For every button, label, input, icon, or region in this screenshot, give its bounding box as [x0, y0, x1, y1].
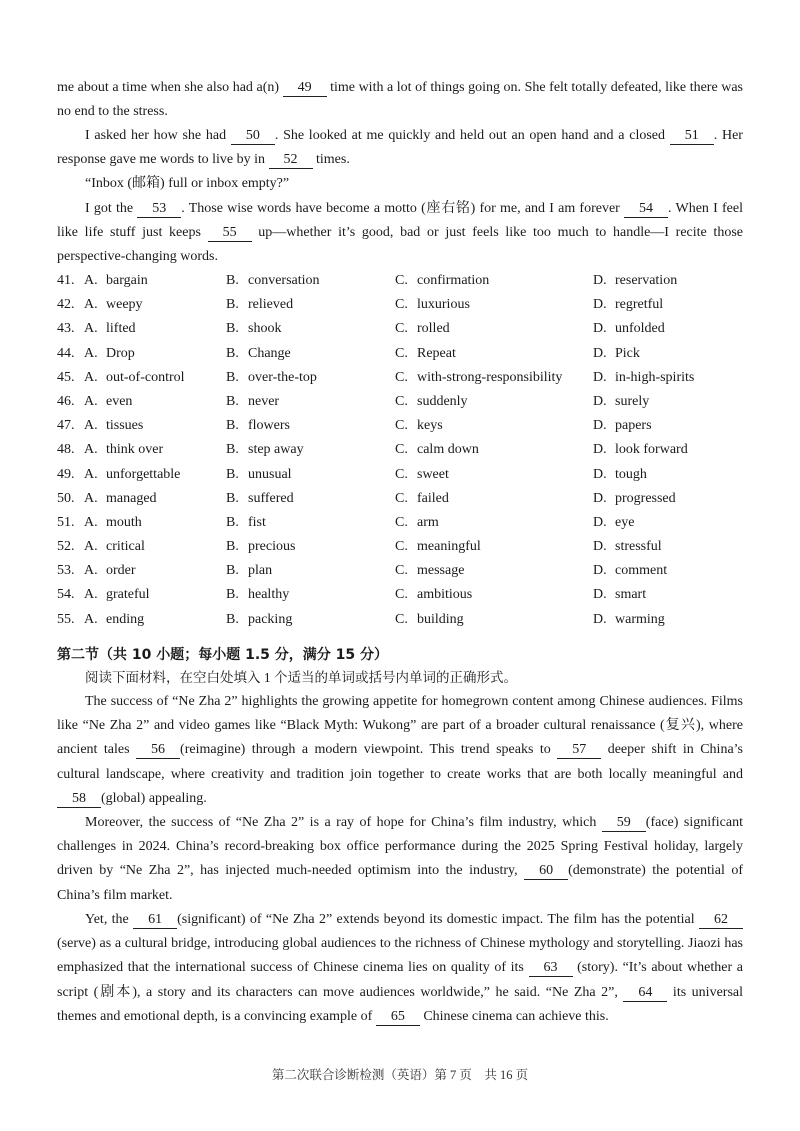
option-c	[395, 511, 439, 535]
option-text: mouth	[106, 514, 142, 530]
option-b	[226, 293, 293, 317]
option-letter: A.	[84, 273, 98, 288]
option-text: shook	[248, 321, 282, 337]
option-a	[84, 317, 136, 341]
option-text: grateful	[106, 587, 150, 603]
option-letter: A.	[84, 418, 98, 434]
option-text: plan	[248, 563, 273, 579]
option-letter: B.	[226, 587, 239, 603]
passage-paragraph: Moreover, the success of “Ne Zha 2” is a ray of hope for China’s film industry, which 59 (face) significant challenges in 2024. China’s record-breaking box office performance during the 2025 Spring Festival holiday, largely driven by “Ne Zha 2”, has injected much-needed optimism into the industry, 60 (demonstrate) the potential of China’s film market.	[57, 815, 743, 903]
option-text: Pick	[615, 345, 640, 361]
blank-60: 60	[524, 863, 568, 880]
option-text: Drop	[106, 345, 135, 361]
option-a	[84, 463, 180, 487]
blank-61: 61	[133, 912, 177, 929]
option-letter: A.	[84, 514, 98, 530]
option-text: ambitious	[417, 587, 473, 603]
option-a	[84, 293, 143, 317]
question-option-row	[57, 317, 757, 341]
option-text: Change	[248, 345, 291, 361]
question-option-row	[57, 293, 757, 317]
blank-54: 54	[624, 201, 668, 218]
option-b	[226, 342, 291, 366]
option-b	[226, 414, 290, 438]
option-a	[84, 438, 163, 462]
question-option-row	[57, 511, 757, 535]
option-text: message	[417, 563, 465, 579]
option-text: regretful	[615, 297, 664, 313]
option-letter: B.	[226, 418, 239, 434]
passage-paragraph: I asked her how she had 50 . She looked at me quickly and held out an open hand and a closed 51 . Her response gave me words to live by in 52 times.	[57, 128, 743, 168]
question-number: 53.	[57, 563, 75, 579]
option-letter: D.	[593, 442, 607, 458]
option-text: building	[417, 611, 464, 627]
question-number: 51.	[57, 514, 75, 530]
passage-paragraph: Yet, the 61 (significant) of “Ne Zha 2” extends beyond its domestic impact. The film has the potential 62(serve) as a cultural bridge, introducing global audiences to the richness of Chinese mythology and storytelling. Jiaozi has emphasized that the international success of Chinese cinema lies on quality of its 63 (story). “It’s about whether a script (剧本), a story and its characters can move audiences worldwide,” he said. “Ne Zha 2”, 64 its universal themes and emotional depth, is a convincing example of 65 Chinese cinema can achieve this.	[57, 912, 744, 1024]
option-text: eye	[615, 514, 635, 530]
option-text: meaningful	[417, 539, 481, 555]
question-option-row	[57, 535, 757, 559]
option-d	[593, 583, 646, 607]
option-letter: C.	[395, 442, 408, 458]
passage-quote: “Inbox (邮箱) full or inbox empty?”	[85, 176, 290, 191]
option-letter: B.	[226, 442, 239, 458]
option-c	[395, 583, 472, 607]
option-a	[84, 269, 148, 293]
option-a	[84, 390, 132, 414]
option-letter: C.	[395, 418, 408, 434]
question-number: 54.	[57, 587, 75, 603]
option-letter: C.	[395, 611, 408, 627]
option-letter: D.	[593, 345, 607, 361]
option-b	[226, 559, 272, 583]
option-c	[395, 317, 450, 341]
option-d	[593, 438, 688, 462]
option-text: never	[248, 393, 280, 409]
question-number: 42.	[57, 297, 75, 313]
option-letter: B.	[226, 514, 239, 530]
option-b	[226, 583, 289, 607]
option-d	[593, 414, 652, 438]
option-letter: D.	[593, 418, 607, 434]
option-letter: B.	[226, 466, 239, 482]
blank-63: 63	[529, 960, 573, 977]
option-text: weepy	[106, 297, 143, 313]
option-letter: C.	[395, 539, 408, 555]
option-letter: A.	[84, 611, 98, 627]
option-letter: B.	[226, 539, 239, 555]
question-number: 52.	[57, 539, 75, 555]
option-a	[84, 559, 136, 583]
option-letter: A.	[84, 345, 98, 361]
option-text: healthy	[248, 587, 290, 603]
option-text: calm down	[417, 442, 479, 458]
option-d	[593, 559, 667, 583]
option-letter: B.	[226, 321, 239, 337]
option-letter: C.	[395, 321, 408, 337]
option-d	[593, 511, 634, 535]
blank-57: 57	[557, 742, 601, 759]
option-b	[226, 511, 266, 535]
blank-49: 49	[283, 80, 327, 97]
option-letter: B.	[226, 297, 239, 313]
option-letter: D.	[593, 321, 607, 337]
blank-64: 64	[623, 985, 667, 1002]
option-a	[84, 583, 150, 607]
option-d	[593, 342, 640, 366]
blank-58: 58	[57, 791, 101, 808]
option-letter: D.	[593, 563, 607, 579]
option-c	[395, 438, 479, 462]
option-text: even	[106, 393, 133, 409]
question-option-row	[57, 414, 757, 438]
passage-paragraph: I got the 53 . Those wise words have become a motto (座右铭) for me, and I am forever 54 . When I feel like life stuff just keeps 55 up—whether it’s good, bad or just feels like too much to handle—I recite those perspective-changing words.	[57, 201, 743, 265]
option-letter: A.	[84, 321, 98, 337]
option-letter: A.	[84, 587, 98, 603]
option-d	[593, 269, 677, 293]
option-b	[226, 438, 304, 462]
section-instruction: 阅读下面材料，在空白处填入 1 个适当的单词或括号内单词的正确形式。	[85, 670, 517, 685]
blank-56: 56	[136, 742, 180, 759]
option-letter: C.	[395, 490, 408, 506]
option-text: smart	[615, 587, 647, 603]
option-text: progressed	[615, 490, 676, 506]
question-number: 55.	[57, 611, 75, 627]
option-letter: C.	[395, 563, 408, 579]
option-c	[395, 342, 456, 366]
question-number: 44.	[57, 345, 75, 361]
option-c	[395, 535, 481, 559]
blank-53: 53	[137, 201, 181, 218]
option-text: unusual	[248, 466, 292, 482]
option-text: tissues	[106, 418, 144, 434]
passage-paragraph: me about a time when she also had a(n) 49 time with a lot of things going on. She felt totally defeated, like there was no end to the stress.	[57, 80, 744, 120]
option-letter: A.	[84, 369, 98, 385]
option-c	[395, 269, 489, 293]
option-c	[395, 559, 464, 583]
option-letter: B.	[226, 369, 239, 385]
option-d	[593, 608, 665, 632]
question-number: 47.	[57, 418, 75, 434]
option-letter: D.	[593, 611, 607, 627]
option-d	[593, 390, 649, 414]
option-b	[226, 366, 317, 390]
option-text: packing	[248, 611, 293, 627]
option-letter: C.	[395, 466, 408, 482]
option-text: arm	[417, 514, 439, 530]
option-d	[593, 535, 662, 559]
option-c	[395, 366, 562, 390]
option-letter: C.	[395, 369, 408, 385]
option-letter: B.	[226, 393, 239, 409]
option-text: reservation	[615, 273, 678, 288]
question-number: 46.	[57, 393, 75, 409]
option-a	[84, 535, 145, 559]
option-text: with-strong-responsibility	[417, 369, 563, 385]
question-option-row	[57, 342, 757, 366]
option-letter: A.	[84, 393, 98, 409]
option-a	[84, 414, 143, 438]
option-letter: B.	[226, 490, 239, 506]
option-text: suffered	[248, 490, 294, 506]
option-text: order	[106, 563, 136, 579]
option-letter: D.	[593, 587, 607, 603]
blank-62: 62	[699, 912, 743, 929]
option-d	[593, 366, 694, 390]
option-text: out-of-control	[106, 369, 185, 385]
option-letter: C.	[395, 514, 408, 530]
option-letter: A.	[84, 466, 98, 482]
option-text: relieved	[248, 297, 294, 313]
question-option-row	[57, 366, 757, 390]
option-text: step away	[248, 442, 304, 458]
option-text: Repeat	[417, 345, 456, 361]
option-letter: A.	[84, 442, 98, 458]
question-number: 50.	[57, 490, 75, 506]
option-text: unfolded	[615, 321, 665, 337]
option-letter: A.	[84, 297, 98, 313]
question-option-row	[57, 608, 757, 632]
question-option-row	[57, 487, 757, 511]
option-b	[226, 317, 281, 341]
option-a	[84, 511, 142, 535]
option-text: flowers	[248, 418, 290, 434]
option-text: unforgettable	[106, 466, 181, 482]
option-a	[84, 487, 157, 511]
blank-51: 51	[670, 128, 714, 145]
question-number: 41.	[57, 273, 75, 288]
option-b	[226, 463, 292, 487]
option-text: bargain	[106, 273, 148, 288]
option-text: confirmation	[417, 273, 490, 288]
option-text: lifted	[106, 321, 136, 337]
option-d	[593, 317, 665, 341]
question-option-row	[57, 583, 757, 607]
option-a	[84, 608, 144, 632]
question-option-row	[57, 559, 757, 583]
option-text: over-the-top	[248, 369, 317, 385]
option-text: sweet	[417, 466, 449, 482]
option-text: comment	[615, 563, 668, 579]
option-letter: C.	[395, 297, 408, 313]
option-c	[395, 293, 470, 317]
option-text: papers	[615, 418, 652, 434]
option-text: in-high-spirits	[615, 369, 695, 385]
option-b	[226, 487, 294, 511]
blank-59: 59	[602, 815, 646, 832]
question-number: 48.	[57, 442, 75, 458]
option-text: keys	[417, 418, 443, 434]
option-text: conversation	[248, 273, 320, 288]
option-letter: B.	[226, 273, 239, 288]
option-letter: C.	[395, 587, 408, 603]
question-number: 49.	[57, 466, 75, 482]
option-text: critical	[106, 539, 145, 555]
blank-65: 65	[376, 1009, 420, 1026]
option-c	[395, 463, 449, 487]
option-c	[395, 390, 468, 414]
option-text: stressful	[615, 539, 662, 555]
option-letter: C.	[395, 345, 408, 361]
option-text: precious	[248, 539, 296, 555]
option-letter: D.	[593, 490, 607, 506]
option-a	[84, 366, 185, 390]
option-text: think over	[106, 442, 164, 458]
answer-options	[57, 269, 757, 632]
option-letter: A.	[84, 490, 98, 506]
option-text: ending	[106, 611, 145, 627]
option-letter: D.	[593, 273, 607, 288]
option-d	[593, 463, 647, 487]
option-letter: D.	[593, 297, 607, 313]
option-letter: A.	[84, 563, 98, 579]
option-text: surely	[615, 393, 650, 409]
option-c	[395, 608, 464, 632]
blank-52: 52	[269, 152, 313, 169]
passage-paragraph: The success of “Ne Zha 2” highlights the growing appetite for homegrown content among Chinese audiences. Films like “Ne Zha 2” and video games like “Black Myth: Wukong” are part of a broader cultural renaissance (复兴), where ancient tales 56 (reimagine) through a modern viewpoint. This trend speaks to 57 deeper shift in China’s cultural landscape, where creativity and tradition join together to create works that are both locally meaningful and 58 (global) appealing.	[57, 694, 743, 806]
option-letter: D.	[593, 514, 607, 530]
option-b	[226, 608, 292, 632]
option-letter: B.	[226, 563, 239, 579]
question-option-row	[57, 390, 757, 414]
option-letter: D.	[593, 539, 607, 555]
option-text: look forward	[615, 442, 688, 458]
section-heading: 第二节（共 10 小题；每小题 1.5 分，满分 15 分）	[57, 647, 389, 663]
question-option-row	[57, 438, 757, 462]
option-letter: C.	[395, 393, 408, 409]
option-text: luxurious	[417, 297, 470, 313]
option-letter: D.	[593, 369, 607, 385]
option-b	[226, 269, 320, 293]
option-b	[226, 390, 279, 414]
option-text: managed	[106, 490, 157, 506]
option-letter: D.	[593, 466, 607, 482]
option-letter: D.	[593, 393, 607, 409]
blank-55: 55	[208, 225, 252, 242]
option-d	[593, 487, 676, 511]
option-b	[226, 535, 295, 559]
option-text: tough	[615, 466, 647, 482]
question-option-row	[57, 269, 757, 293]
option-text: warming	[615, 611, 665, 627]
question-number: 43.	[57, 321, 75, 337]
option-text: rolled	[417, 321, 450, 337]
option-text: failed	[417, 490, 449, 506]
option-letter: C.	[395, 273, 408, 288]
option-d	[593, 293, 663, 317]
option-letter: B.	[226, 611, 239, 627]
question-number: 45.	[57, 369, 75, 385]
option-letter: A.	[84, 539, 98, 555]
option-a	[84, 342, 135, 366]
option-c	[395, 487, 449, 511]
question-option-row	[57, 463, 757, 487]
option-c	[395, 414, 443, 438]
option-text: fist	[248, 514, 266, 530]
option-letter: B.	[226, 345, 239, 361]
blank-50: 50	[231, 128, 275, 145]
option-text: suddenly	[417, 393, 468, 409]
page-footer: 第二次联合诊断检测（英语）第 7 页 共 16 页	[271, 1068, 529, 1082]
